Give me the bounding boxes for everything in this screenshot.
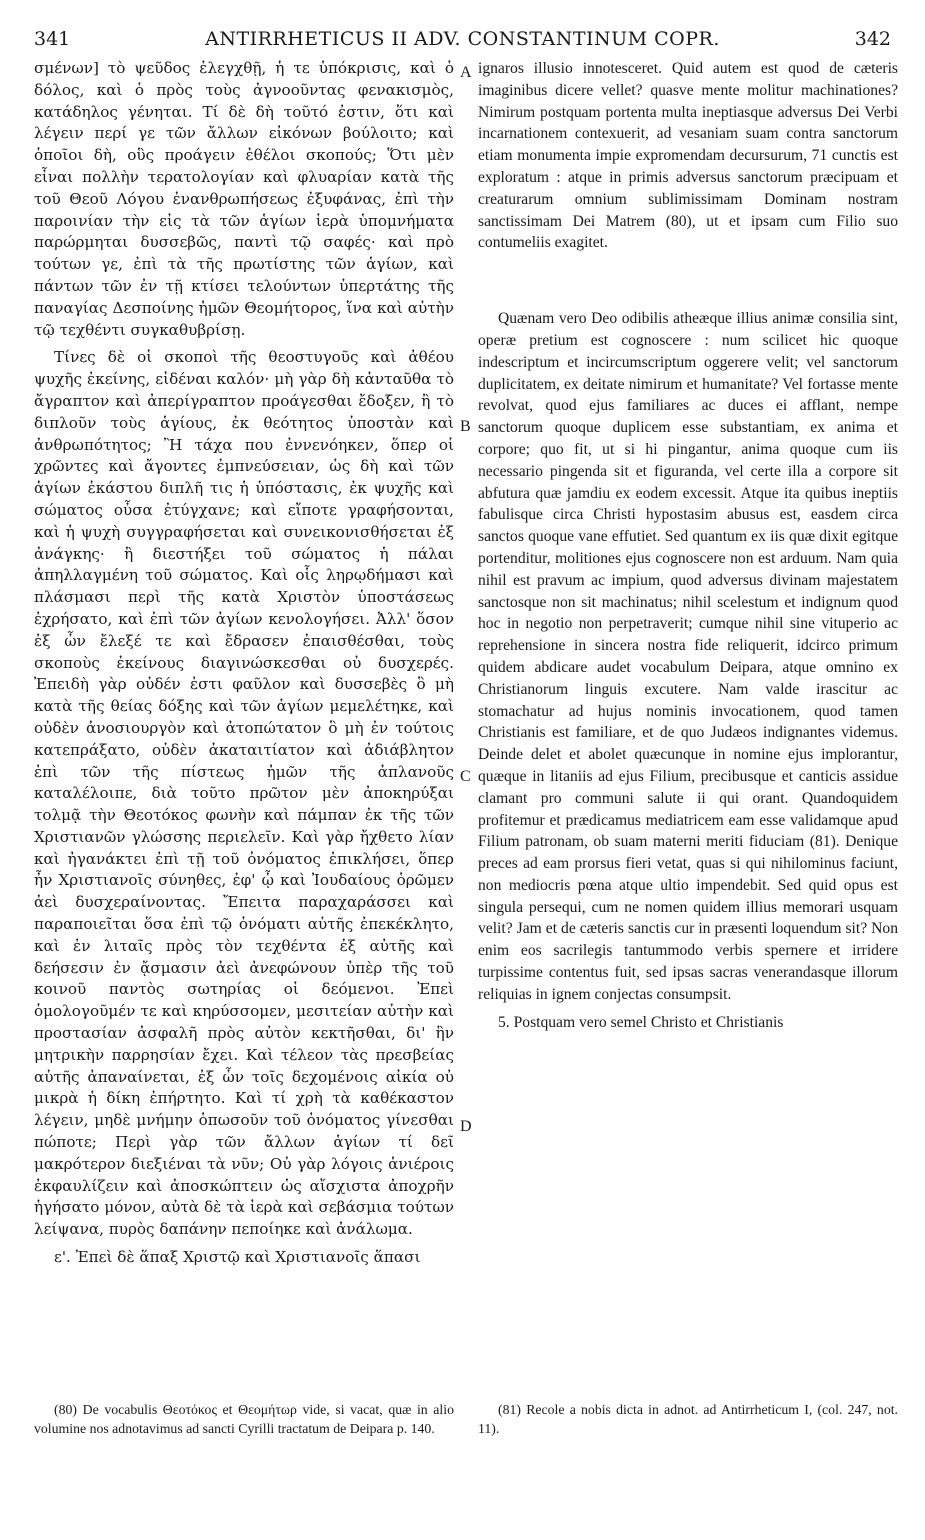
page-number-left: 341 [34,28,71,50]
latin-paragraph-3: 5. Postquam vero semel Christo et Christianis [498,1013,784,1031]
greek-column [34,58,454,1275]
margin-marker-b: B [460,418,471,435]
latin-column [478,58,898,1039]
latin-paragraph-2: Quænam vero Deo odibilis atheæque illius animæ consilia sint, operæ pretium est cognoscere : num scilicet hic quoque indescriptum et incircumscriptum oggerere velit; vel sanctorum duplicitatem, ex deitate nimirum et humanitate? Vel fortasse mente revolvat, quod ejus familiares ac duces ei afflant, nempe sanctorum quoque duplicem esse substantiam, ex anima et corpore; quo fit, ut si hi pingantur, anima quoque cum iis necessario pingenda sit et figuranda, vel certe illa a corpore sit abfutura quæ jamdiu ex eodem excessit. Atque ita quibus ineptiis fabulisque circa Christi hypostasim abusus est, easdem circa sanctos quoque vane effutiet. Sed quantum ex iis quæ dixit egitque portenditur, molitiones ejus cognoscere non est arduum. Nam quia nihil est pravum ac impium, quod adversus divinam majestatem sanctosque non sit machinatus; nihil scelestum et indignum quod hoc in negotio non perpetraverit; cumque nihil sine vituperio ac reprehensione in sincera nostra fide reliquerit, idcirco primum quidem abdicare audet vocabulum Deipara, atque omnino ex Christianorum linguis excutere. Nam valde irascitur ac stomachatur ad hujus nominis invocationem, quod tamen Christianis est familiare, et de quo Judæos indignantes videmus. Deinde delet et abolet quæcunque in nomine ejus implorantur, quæque in litaniis ad ejus Filium, precibusque et canticis assidue clamant pro communi salute ii qui orant. Quandoquidem profitemur et prædicamus mediatricem eam esse validamque apud Filium patronam, ob suam materni meriti fiduciam (81). Denique preces ad eam prorsus fieri vetat, quas si qui nihilominus faciunt, non mediocris pœna atque ultio impendebit. Sed quid opus est singula persequi, cum ne nomen quidem illius memorari usquam velit? Jam et de cæteris sanctis cur in præsenti loquendum sit? Non enim eos sacrilegis tantummodo verbis spernere et irridere turpissime contentus fuit, sed ipsas sacras venerandasque illorum reliquias in ignem conjectas consumpsit. [478,310,898,1003]
page-number-right: 342 [854,28,891,50]
greek-paragraph-3: ε'. Ἐπεὶ δὲ ἅπαξ Χριστῷ καὶ Χριστιανοῖς ἅπασι [54,1248,421,1267]
greek-paragraph-2: Τίνες δὲ οἱ σκοποὶ τῆς θεοστυγοῦς καὶ ἀθέου ψυχῆς ἐκείνης, εἰδέναι καλόν· μὴ γὰρ δὴ κἀνταῦθα τὸ ἄγραπτον καὶ ἀπερίγραπτον προάγεσθαι ἔδοξεν, ἢ τὸ διπλοῦν τοὺς ἁγίους, ἐκ θεότητος ὑποστὰν καὶ ἀνθρωπότητος; Ἢ τάχα που ἐννενόηκεν, ὅπερ οἱ χρῶντες καὶ ἄγοντες ἐμπνεύσειαν, ὡς δὴ καὶ τῶν ἁγίων ἑκάστου διπλῆ τις ἡ ὑπόστασις, ἐκ ψυχῆς καὶ σώματος οὖσα ἐτύγχανε; καὶ εἴποτε γραφήσονται, καὶ ἡ ψυχὴ συγγραφήσεται καὶ συνεικονισθήσεται ἐξ ἀνάγκης· ἢ διεστήξει τοῦ σώματος ἡ πάλαι ἀπηλλαγμένη τοῦ σώματος. Καὶ οἷς ληρῳδήμασι καὶ πλάσμασι περὶ τῆς κατὰ Χριστὸν ὑποστάσεως ἐχρήσατο, καὶ ἐπὶ τῶν ἁγίων κενολογήσει. Ἀλλ' ὅσον ἐξ ὧν ἔλεξέ τε καὶ ἔδρασεν ἐπαισθέσθαι, τοὺς σκοποὺς ἐκείνους διαγινώσκεσθαι οὐ δυσχερές. Ἐπειδὴ γὰρ οὐδέν ἐστι φαῦλον καὶ δυσσεβὲς ὃ μὴ κατὰ τῆς θείας δόξης καὶ τῶν ἁγίων μεμελέτηκε, καὶ οὐδὲν ἀνοσιουργὸν καὶ ἀτοπώτατον ὃ μὴ ἐν τούτοις κατεπράξατο, οὐδὲν ἀκαταιτίατον καὶ ἀδιάβλητον ἐπὶ τῶν τῆς πίστεως ἡμῶν τῆς ἀπλανοῦς καταλέλοιπε, διὰ τοῦτο πρῶτον μὲν ἀποκηρύξαι τολμᾷ τὴν Θεοτόκος φωνὴν καὶ πάμπαν ἐκ τῆς τῶν Χριστιανῶν γλώσσης περιελεῖν. Καὶ γὰρ ἤχθετο λίαν καὶ ἠγανάκτει ἐπὶ τῇ τοῦ ὀνόματος ἐπικλήσει, ὅπερ ἦν Χριστιανοῖς σύνηθες, ἐφ' ᾧ καὶ Ἰουδαίους ὁρῶμεν ἀεὶ δυσχεραίνοντας. Ἔπειτα παραχαράσσει καὶ παραποιεῖται ὅσα ἐπὶ τῷ ὀνόματι αὐτῆς ἐπεκέκλητο, καὶ ἐν λιταῖς πρὸς τὸν τεχθέντα ἐξ αὐτῆς καὶ δεήσεσιν ἐν ᾄσμασιν ἀεὶ ἀνεφώνουν ὑπὲρ τῆς τοῦ κοινοῦ παντὸς σωτηρίας οἱ δεόμενοι. Ἐπεὶ ὁμολογοῦμέν τε καὶ κηρύσσομεν, μεσιτείαν αὐτὴν καὶ προστασίαν ἀσφαλῆ πρὸς αὐτὸν κεκτῆσθαι, δι' ἣν μητρικὴν παρρησίαν ἔχει. Καὶ τέλεον τὰς πρεσβείας αὐτῆς ἀπαναίνεται, ἐξ ὧν τοῖς δεχομένοις αἰκία οὐ μικρὰ ἡ δίκη ἐπήρτητο. Καὶ τί χρὴ τὰ καθέκαστον λέγειν, μηδὲ μνήμην ὁπωσοῦν τοῦ ὀνόματος γίνεσθαι πώποτε; Περὶ γὰρ τῶν ἄλλων ἁγίων τί δεῖ μακρότερον διεξιέναι τὰ νῦν; Οὐ γὰρ λόγοις ἀνιέροις ἐκφαυλίζειν καὶ ἀποσκώπτειν ὡς αἴσχιστα ἀποχρῆν ἡγήσατο μόνον, αὐτὰ δὲ τὰ ἱερὰ καὶ σεβάσμια τούτων λείψανα, πυρὸς δαπάνην πεποίηκε καὶ ἀνάλωμα. [34,348,454,1239]
margin-marker-c: C [460,768,471,785]
running-title: ANTIRRHETICUS II ADV. CONSTANTINUM COPR. [205,28,720,50]
margin-marker-d: D [460,1118,472,1135]
latin-paragraph-1: ignaros illusio innotesceret. Quid autem est quod de cæteris imaginibus dicere vellet? quasve mente molitur machinationes? Nimirum postquam portenta multa ineptiasque adversus Dei Verbi incarnationem contexuerit, ad vesaniam suam contra sanctorum etiam monumenta impie expromendam decursurum, 71 cunctis est exploratum : atque in primis adversus sanctorum præcipuam et creaturarum omnium sublimissimam Dominam nostram sanctissimam Dei Matrem (80), ut et ipsam cum Filio suo contumeliis exagitet. [478,60,898,252]
margin-marker-a: A [460,64,472,81]
greek-paragraph-1: σμένων] τὸ ψεῦδος ἐλεγχθῇ, ἡ τε ὑπόκρισις, καὶ ὁ δόλος, καὶ ὁ πρὸς τοὺς ἀγνοοῦντας φενακισμὸς, κατάδηλος γένηται. Τί δὲ δὴ τοῦτό ἐστιν, ὅτι καὶ λέγειν περί γε τῶν ἄλλων εἰκόνων βούλοιτο; καὶ ὁποῖοι δὴ, οὓς προάγειν ἐθέλοι σκοπούς; Ὅτι μὲν εἶναι πολλὴν τερατολογίαν καὶ φλυαρίαν κατὰ τῆς τοῦ Θεοῦ Λόγου ἐνανθρωπήσεως ἐξυφάνας, ἐπὶ τὴν παροινίαν τὴν εἰς τὰ τῶν ἁγίων ἱερὰ ὑπομνήματα παρώρμηται δυσσεβῶς, παντὶ τῷ σαφές· καὶ πρὸ τούτων γε, ἐπὶ τὰ τῆς πρωτίστης τῶν ἁγίων, καὶ πάντων τῶν ἐν τῇ κτίσει τελούντων ὑπερτάτης τῆς παναγίας Δεσποίνης ἡμῶν Θεομήτορος, ἵνα καὶ αὐτὴν τῷ τεχθέντι συγκαθυβρίσῃ. [34,59,454,339]
page-header [0,18,925,58]
footnote-81: (81) Recole a nobis dicta in adnot. ad Antirrheticum I, (col. 247, not. 11). [478,1402,898,1436]
footnote-80: (80) De vocabulis Θεοτόκος et Θεομήτωρ vide, si vacat, quæ in alio volumine nos adnotavimus ad sancti Cyrilli tractatum de Deipara p. 140. [34,1402,454,1436]
